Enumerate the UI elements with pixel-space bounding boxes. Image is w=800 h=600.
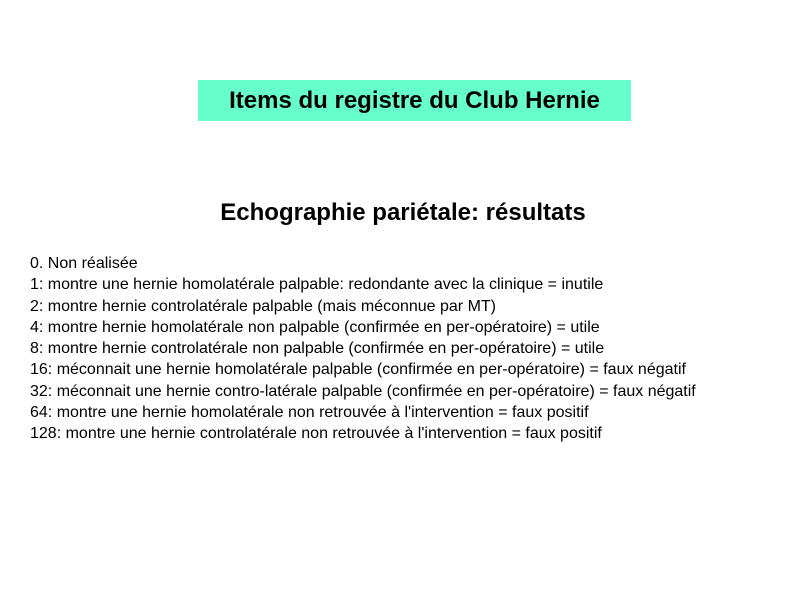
items-list [30, 253, 696, 445]
page-title: Items du registre du Club Hernie [229, 86, 600, 114]
list-item: 16: méconnait une hernie homolatérale palpable (confirmée en per-opératoire) = faux négatif [30, 361, 686, 379]
list-item: 8: montre hernie controlatérale non palpable (confirmée en per-opératoire) = utile [30, 340, 605, 358]
list-item: 32: méconnait une hernie contro-latérale palpable (confirmée en per-opératoire) = faux négatif [30, 382, 696, 400]
list-item: 64: montre une hernie homolatérale non retrouvée à l'intervention = faux positif [30, 404, 589, 422]
section-title: Echographie pariétale: résultats [220, 199, 586, 226]
list-item: 128: montre une hernie controlatérale non retrouvée à l'intervention = faux positif [30, 425, 602, 443]
list-item: 4: montre hernie homolatérale non palpable (confirmée en per-opératoire) = utile [30, 318, 600, 336]
list-item: 2: montre hernie controlatérale palpable (mais méconnue par MT) [30, 297, 497, 315]
list-item: 0. Non réalisée [30, 255, 138, 272]
list-item: 1: montre une hernie homolatérale palpable: redondante avec la clinique = inutile [30, 276, 604, 294]
title-banner [198, 80, 631, 121]
